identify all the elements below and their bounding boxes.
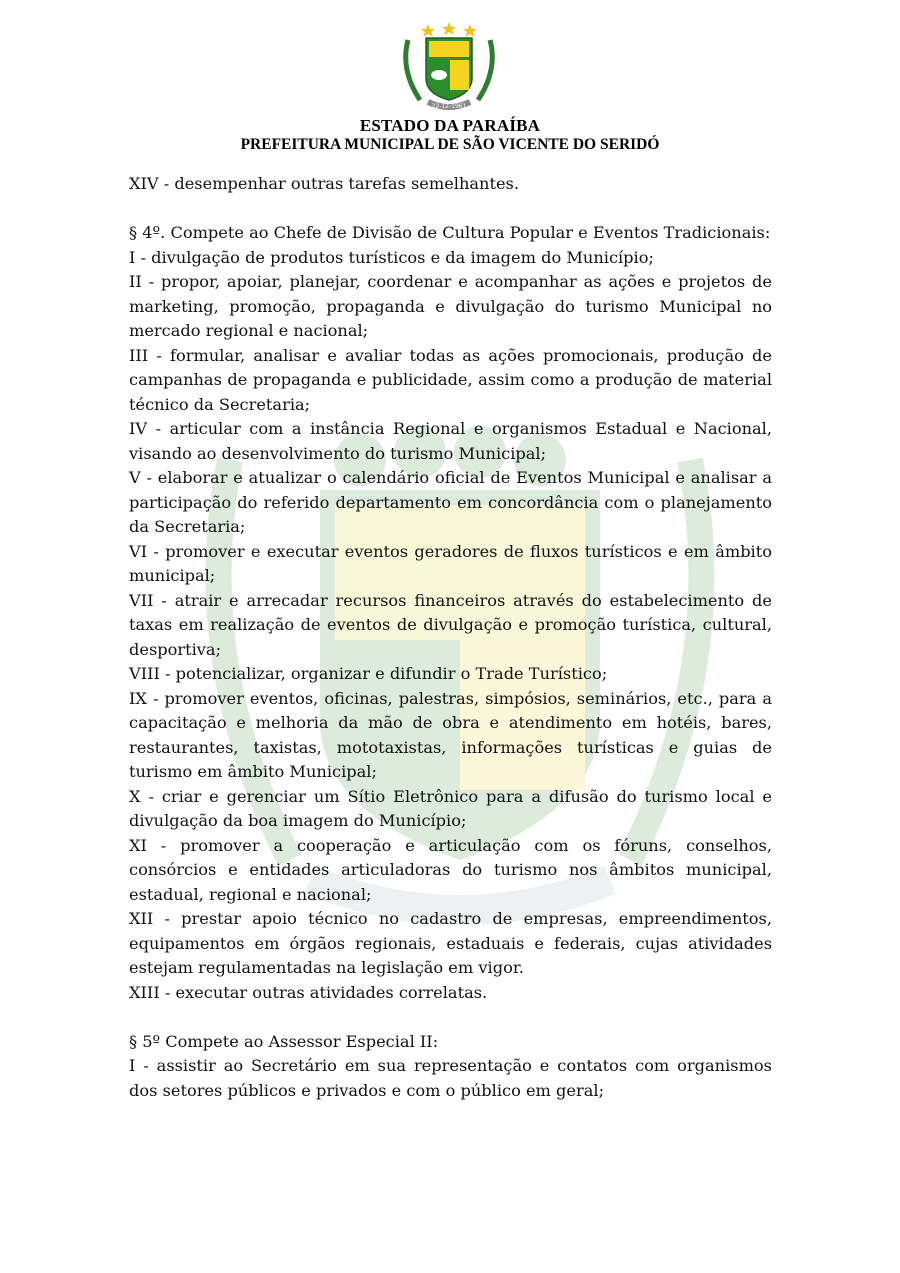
header-prefecture: PREFEITURA MUNICIPAL DE SÃO VICENTE DO SERIDÓ [240, 136, 660, 153]
paragraph-xiv: XIV - desempenhar outras tarefas semelhantes. [129, 174, 519, 193]
list-item: V - elaborar e atualizar o calendário oficial de Eventos Municipal e analisar a participação do referido departamento em concordância com o planejamento da Secretaria; [129, 468, 772, 536]
list-item: VIII - potencializar, organizar e difundir o Trade Turístico; [129, 664, 608, 683]
list-item: II - propor, apoiar, planejar, coordenar e acompanhar as ações e projetos de marketing, promoção, propaganda e divulgação do turismo Municipal no mercado regional e nacional; [129, 272, 772, 340]
list-item: VII - atrair e arrecadar recursos financeiros através do estabelecimento de taxas em realização de eventos de divulgação e promoção turística, cultural, desportiva; [129, 590, 772, 659]
list-item: X - criar e gerenciar um Sítio Eletrônico para a difusão do turismo local e divulgação da boa imagem do Município; [129, 786, 772, 830]
list-item: XII - prestar apoio técnico no cadastro de empresas, empreendimentos, equipamentos em órgãos regionais, estaduais e federais, cujas atividades estejam regulamentadas na legislação em vigor. [129, 909, 772, 977]
section-4-title: § 4º. Compete ao Chefe de Divisão de Cultura Popular e Eventos Tradicionais: [129, 223, 771, 242]
list-item: I - assistir ao Secretário em sua representação e contatos com organismos dos setores públicos e privados e com o público em geral; [129, 1056, 772, 1100]
seal-date: 22-12-1961 [431, 103, 467, 110]
list-item: IX - promover eventos, oficinas, palestras, simpósios, seminários, etc., para a capacitação e melhoria da mão de obra e atendimento em hotéis, bares, restaurantes, taxistas, mototaxistas, informações turísticas e guias de turismo em âmbito Municipal; [129, 688, 772, 781]
document-body [129, 172, 772, 1103]
list-item: VI - promover e executar eventos geradores de fluxos turísticos e em âmbito municipal; [129, 541, 772, 585]
list-item: III - formular, analisar e avaliar todas as ações promocionais, produção de campanhas de propaganda e publicidade, assim como a produção de material técnico da Secretaria; [129, 345, 772, 414]
list-item: XIII - executar outras atividades correlatas. [129, 982, 488, 1002]
municipal-seal-icon [398, 20, 500, 112]
list-item: I - divulgação de produtos turísticos e da imagem do Município; [129, 247, 654, 267]
section-5-title: § 5º Compete ao Assessor Especial II: [129, 1031, 439, 1051]
header-state: ESTADO DA PARAÍBA [359, 116, 541, 135]
list-item: XI - promover a cooperação e articulação com os fóruns, conselhos, consórcios e entidades articuladoras do turismo nos âmbitos municipal, estadual, regional e nacional; [129, 835, 772, 904]
list-item: IV - articular com a instância Regional e organismos Estadual e Nacional, visando ao desenvolvimento do turismo Municipal; [129, 419, 772, 463]
